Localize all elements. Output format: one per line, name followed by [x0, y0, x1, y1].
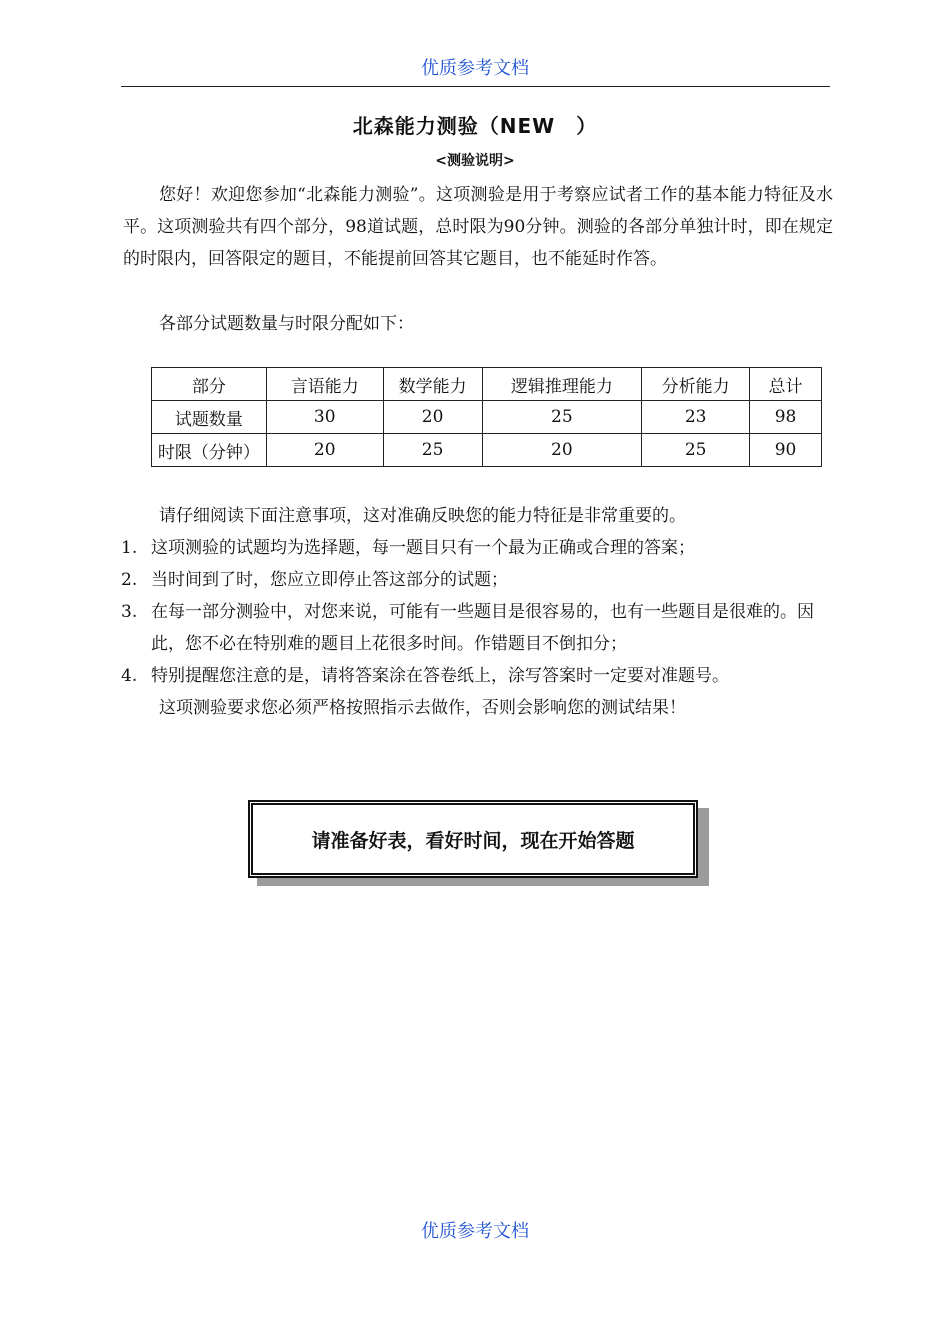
list-item-text: 这项测验的试题均为选择题，每一题目只有一个最为正确或合理的答案；	[151, 538, 695, 558]
table-header-cell: 言语能力	[266, 368, 383, 401]
list-item-number: 2.	[121, 570, 138, 590]
allocation-intro: 各部分试题数量与时限分配如下：	[159, 314, 414, 334]
table-cell: 时限（分钟）	[152, 434, 267, 467]
page-header: 优质参考文档	[421, 58, 529, 79]
list-item-text: 在每一部分测验中，对您来说，可能有一些题目是很容易的，也有一些题目是很难的。因此，您不必在特别难的题目上花很多时间。作错题目不倒扣分；	[151, 602, 814, 654]
table-header-cell: 分析能力	[642, 368, 750, 401]
table-cell: 25	[383, 434, 482, 467]
closing-paragraph: 这项测验要求您必须严格按照指示去做作，否则会影响您的测试结果！	[159, 698, 686, 718]
table-cell: 20	[266, 434, 383, 467]
document-subtitle: <测验说明>	[435, 153, 515, 169]
table-cell: 试题数量	[152, 401, 267, 434]
list-item-text: 特别提醒您注意的是，请将答案涂在答卷纸上，涂写答案时一定要对准题号。	[151, 666, 729, 686]
table-header-cell: 逻辑推理能力	[482, 368, 642, 401]
list-item	[121, 660, 833, 692]
table-cell: 90	[750, 434, 822, 467]
start-box-text: 请准备好表，看好时间，现在开始答题	[311, 829, 635, 852]
list-item-number: 3.	[121, 602, 138, 622]
table-header-cell: 总计	[750, 368, 822, 401]
list-item-number: 1.	[121, 538, 138, 558]
document-title: 北森能力测验（NEW ）	[352, 114, 598, 138]
list-item	[121, 564, 833, 596]
list-item	[121, 596, 833, 660]
table-cell: 30	[266, 401, 383, 434]
table-cell: 23	[642, 401, 750, 434]
table-row	[152, 401, 822, 434]
list-item-number: 4.	[121, 666, 138, 686]
notes-list	[121, 532, 833, 692]
table-cell: 98	[750, 401, 822, 434]
page-footer: 优质参考文档	[421, 1221, 529, 1242]
header-rule	[121, 86, 830, 87]
table-cell: 25	[482, 401, 642, 434]
notice-intro: 请仔细阅读下面注意事项，这对准确反映您的能力特征是非常重要的。	[159, 506, 686, 526]
table-cell: 25	[642, 434, 750, 467]
list-item	[121, 532, 833, 564]
allocation-table	[151, 367, 822, 467]
list-item-text: 当时间到了时，您应立即停止答这部分的试题；	[151, 570, 508, 590]
table-cell: 20	[482, 434, 642, 467]
table-cell: 20	[383, 401, 482, 434]
table-header-cell: 数学能力	[383, 368, 482, 401]
intro-paragraph: 您好！欢迎您参加“北森能力测验”。这项测验是用于考察应试者工作的基本能力特征及水平。这项测验共有四个部分，98道试题，总时限为90分钟。测验的各部分单独计时，即在规定的时限内，回答限定的题目，不能提前回答其它题目，也不能延时作答。	[123, 185, 833, 269]
table-row	[152, 434, 822, 467]
table-header-cell: 部分	[152, 368, 267, 401]
table-header-row	[152, 368, 822, 401]
start-box	[248, 800, 698, 878]
